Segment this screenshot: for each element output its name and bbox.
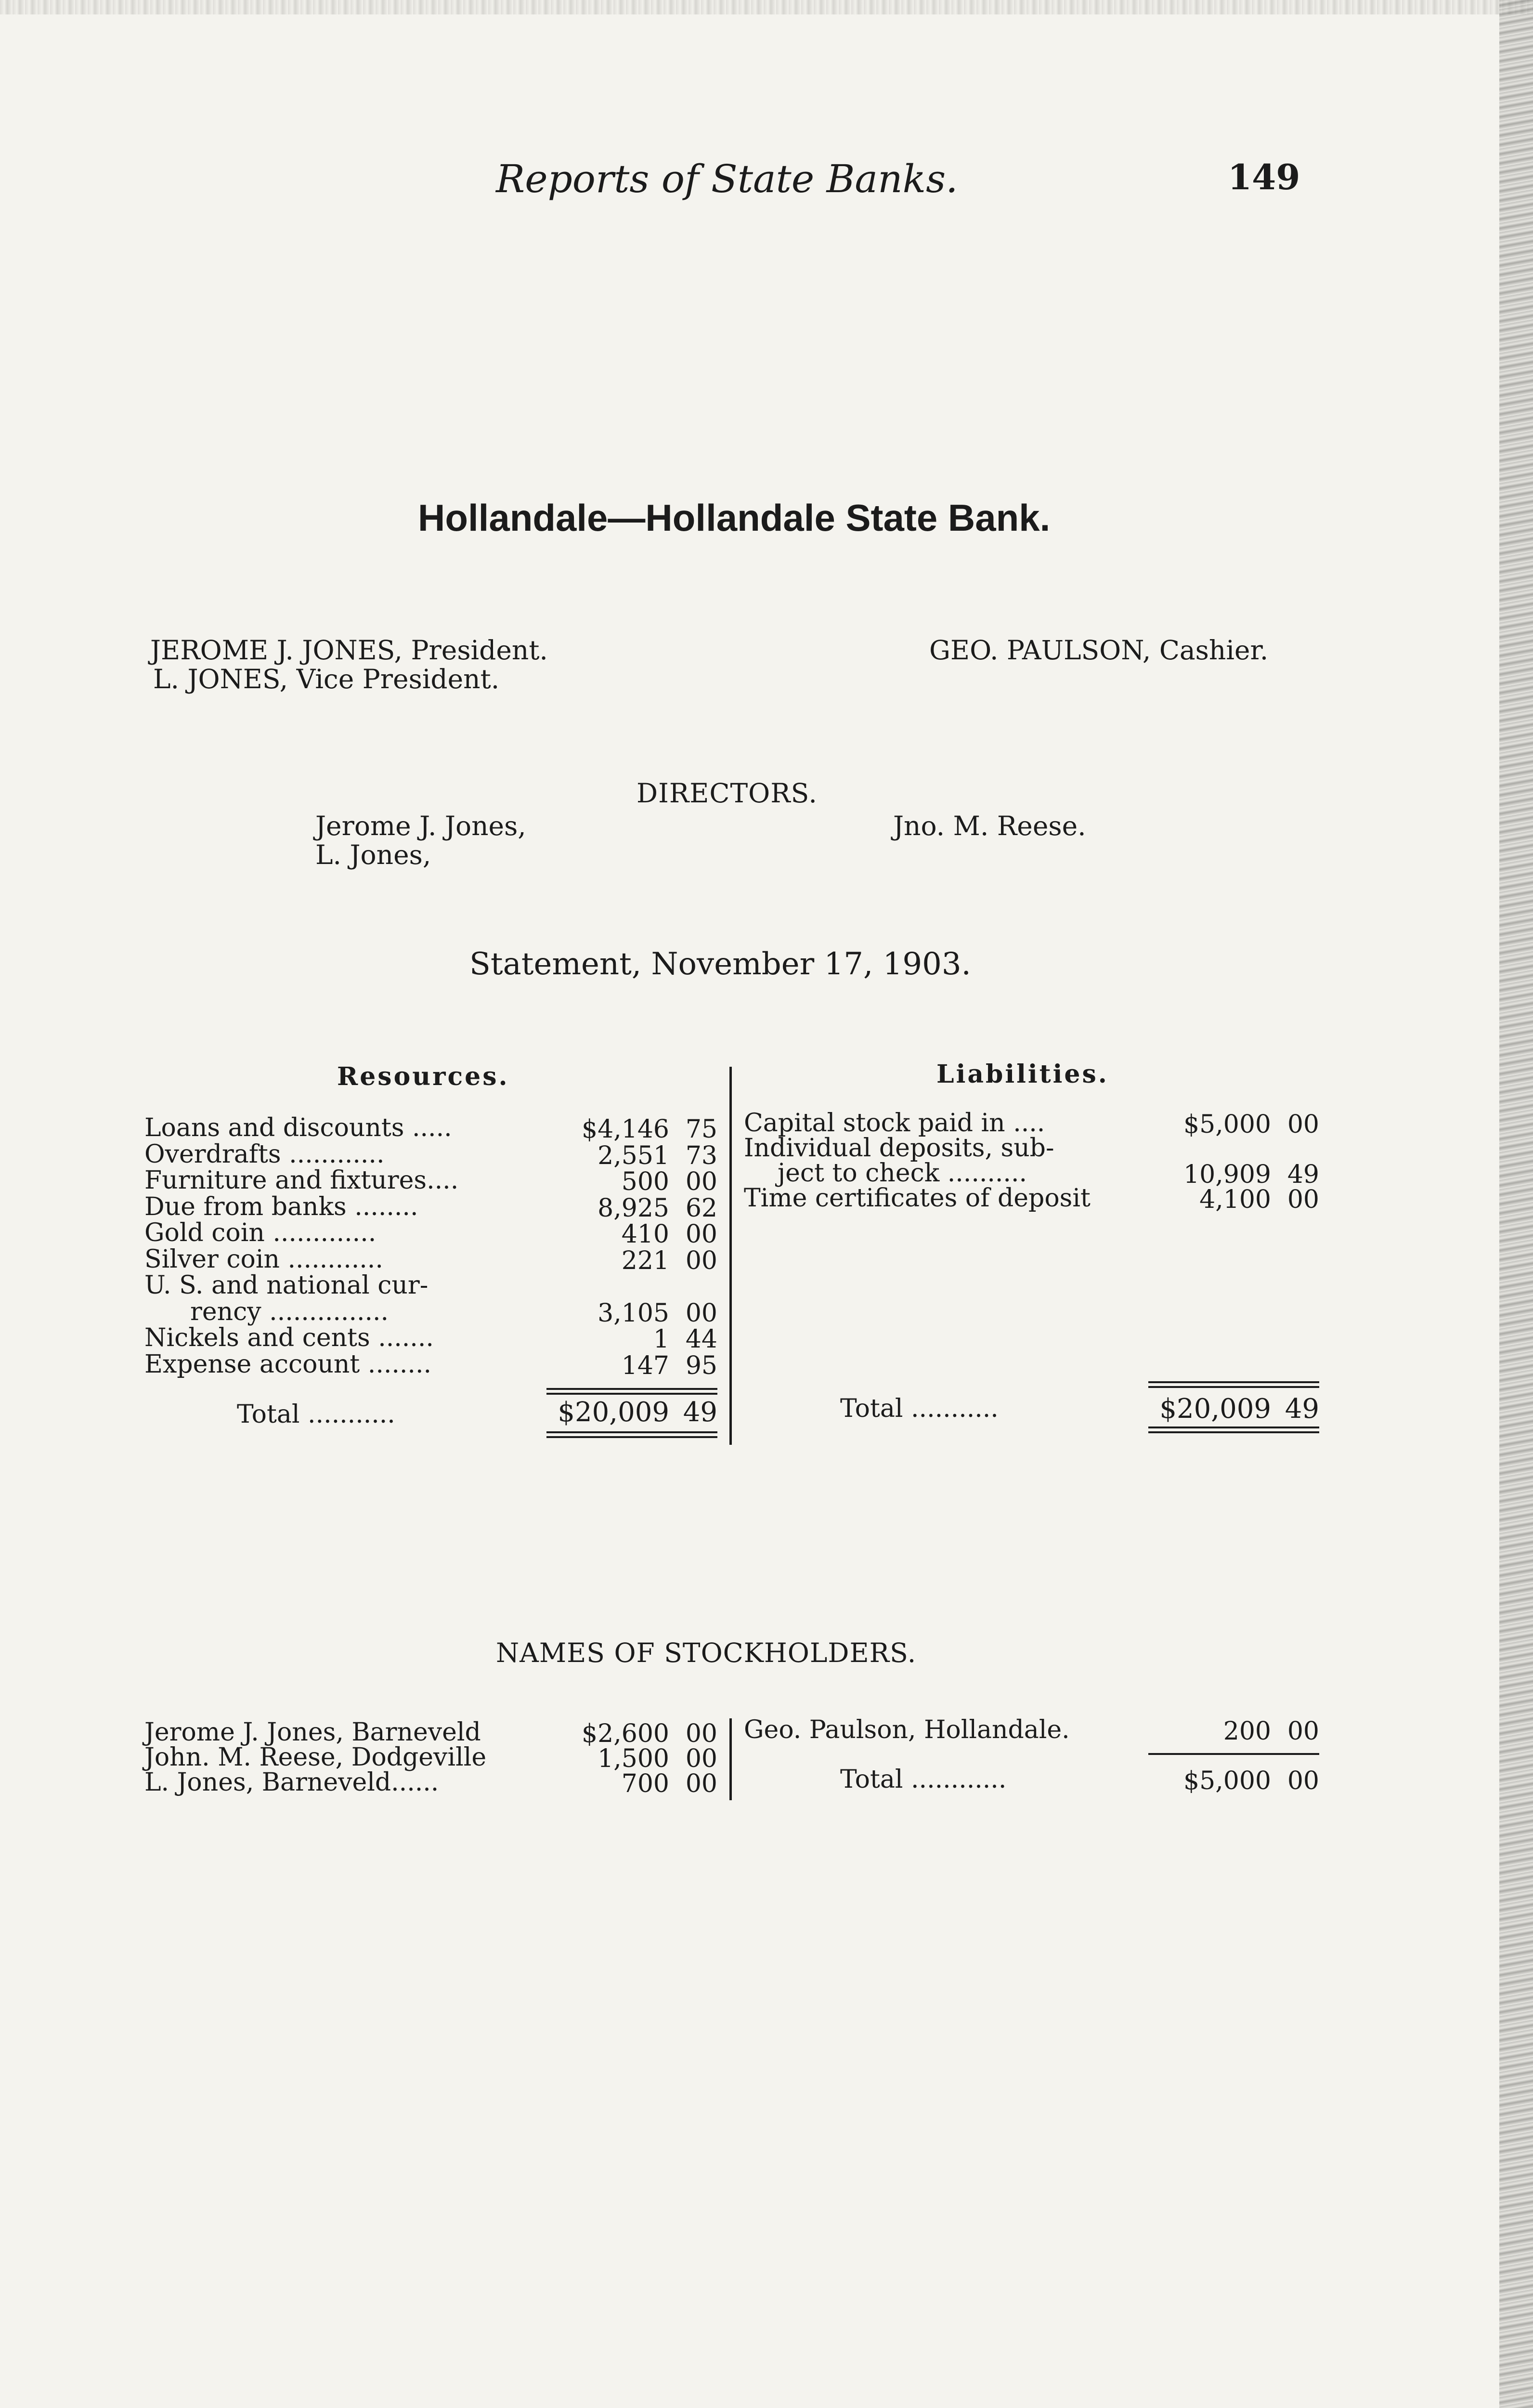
- resource-dollars: 500: [621, 1167, 669, 1196]
- resource-label: Silver coin ............: [144, 1245, 383, 1274]
- resource-dollars: 3,105: [598, 1299, 669, 1328]
- stockholder-cents: 00: [685, 1719, 717, 1748]
- resources-total-label: Total ...........: [237, 1400, 395, 1429]
- liability-cents: 00: [1287, 1110, 1319, 1139]
- resource-label: Nickels and cents .......: [144, 1323, 434, 1352]
- total-rule: [1148, 1426, 1319, 1428]
- resource-cents: 95: [685, 1351, 717, 1380]
- director-name: L. Jones,: [315, 839, 431, 870]
- resource-label: Furniture and fixtures....: [144, 1166, 459, 1195]
- resource-label: Gold coin .............: [144, 1218, 377, 1247]
- resource-dollars: 147: [621, 1351, 669, 1380]
- resource-cents: 44: [685, 1325, 717, 1354]
- cashier-line: GEO. PAULSON, Cashier.: [929, 635, 1269, 666]
- total-rule: [546, 1388, 717, 1390]
- director-name: Jno. M. Reese.: [893, 811, 1086, 841]
- stockholders-heading: NAMES OF STOCKHOLDERS.: [496, 1637, 917, 1668]
- president-line: JEROME J. JONES, President.: [150, 635, 548, 666]
- liability-label: Time certificates of deposit: [744, 1184, 1091, 1213]
- stockholder-name: John. M. Reese, Dodgeville: [144, 1743, 487, 1772]
- resource-dollars: 2,551: [598, 1141, 669, 1170]
- resource-label: Expense account ........: [144, 1350, 432, 1379]
- stockholder-name: Jerome J. Jones, Barneveld: [144, 1718, 481, 1747]
- total-rule: [1148, 1386, 1319, 1388]
- resource-cents: 00: [685, 1299, 717, 1328]
- column-divider: [729, 1067, 732, 1445]
- resource-dollars: 8,925: [598, 1194, 669, 1223]
- liability-dollars: 10,909: [1183, 1160, 1271, 1189]
- liability-label: Capital stock paid in ....: [744, 1109, 1045, 1138]
- total-rule: [1148, 1431, 1319, 1433]
- resource-dollars: 410: [621, 1220, 669, 1249]
- stockholder-name: L. Jones, Barneveld......: [144, 1768, 439, 1797]
- total-rule: [546, 1431, 717, 1433]
- stockholders-total-label: Total ............: [840, 1765, 1007, 1794]
- liabilities-total-cents: 49: [1285, 1393, 1319, 1425]
- stockholders-total-dollars: $5,000: [1183, 1767, 1271, 1795]
- bank-title: Hollandale—Hollandale State Bank.: [418, 497, 1051, 539]
- resource-label: U. S. and national cur-: [144, 1271, 429, 1300]
- stockholder-dollars: 700: [621, 1769, 669, 1798]
- resource-cents: 00: [685, 1246, 717, 1275]
- liabilities-heading: Liabilities.: [936, 1060, 1109, 1089]
- page-number: 149: [1228, 157, 1300, 197]
- column-divider: [729, 1718, 732, 1800]
- scan-edge-top: [0, 0, 1533, 14]
- resource-cents: 75: [685, 1115, 717, 1144]
- total-rule: [546, 1436, 717, 1438]
- resource-cents: 00: [685, 1167, 717, 1196]
- liability-cents: 00: [1287, 1185, 1319, 1214]
- stockholder-dollars: $2,600: [582, 1719, 669, 1748]
- resources-heading: Resources.: [337, 1062, 509, 1091]
- resource-cents: 62: [685, 1194, 717, 1223]
- directors-heading: DIRECTORS.: [637, 778, 818, 809]
- liability-cents: 49: [1287, 1160, 1319, 1189]
- stockholders-total-cents: 00: [1287, 1767, 1319, 1795]
- liability-label: ject to check ..........: [778, 1159, 1027, 1188]
- stockholder-cents: 00: [685, 1769, 717, 1798]
- total-rule: [546, 1393, 717, 1395]
- resource-label: rency ...............: [190, 1297, 389, 1326]
- resource-dollars: 1: [653, 1325, 669, 1354]
- stockholder-cents: 00: [1287, 1717, 1319, 1746]
- stockholder-name: Geo. Paulson, Hollandale.: [744, 1715, 1070, 1744]
- resource-dollars: $4,146: [582, 1115, 669, 1144]
- resources-total-dollars: $20,009: [558, 1397, 669, 1428]
- resource-label: Due from banks ........: [144, 1192, 418, 1221]
- total-rule: [1148, 1753, 1319, 1755]
- total-rule: [1148, 1381, 1319, 1383]
- liabilities-total-label: Total ...........: [840, 1394, 999, 1423]
- resource-dollars: 221: [621, 1246, 669, 1275]
- vice-president-line: L. JONES, Vice President.: [153, 664, 500, 694]
- stockholder-dollars: 1,500: [598, 1744, 669, 1773]
- liability-label: Individual deposits, sub-: [744, 1134, 1054, 1163]
- liability-dollars: 4,100: [1199, 1185, 1271, 1214]
- stockholder-dollars: 200: [1223, 1717, 1271, 1746]
- resource-cents: 00: [685, 1220, 717, 1249]
- liability-dollars: $5,000: [1183, 1110, 1271, 1139]
- resources-total-cents: 49: [683, 1397, 717, 1428]
- running-title: Reports of State Banks.: [496, 157, 958, 201]
- resource-cents: 73: [685, 1141, 717, 1170]
- resource-label: Loans and discounts .....: [144, 1113, 452, 1142]
- resource-label: Overdrafts ............: [144, 1140, 385, 1169]
- director-name: Jerome J. Jones,: [315, 811, 526, 841]
- statement-title: Statement, November 17, 1903.: [469, 946, 971, 982]
- scan-edge-right: [1499, 0, 1533, 2408]
- liabilities-total-dollars: $20,009: [1159, 1393, 1271, 1425]
- stockholder-cents: 00: [685, 1744, 717, 1773]
